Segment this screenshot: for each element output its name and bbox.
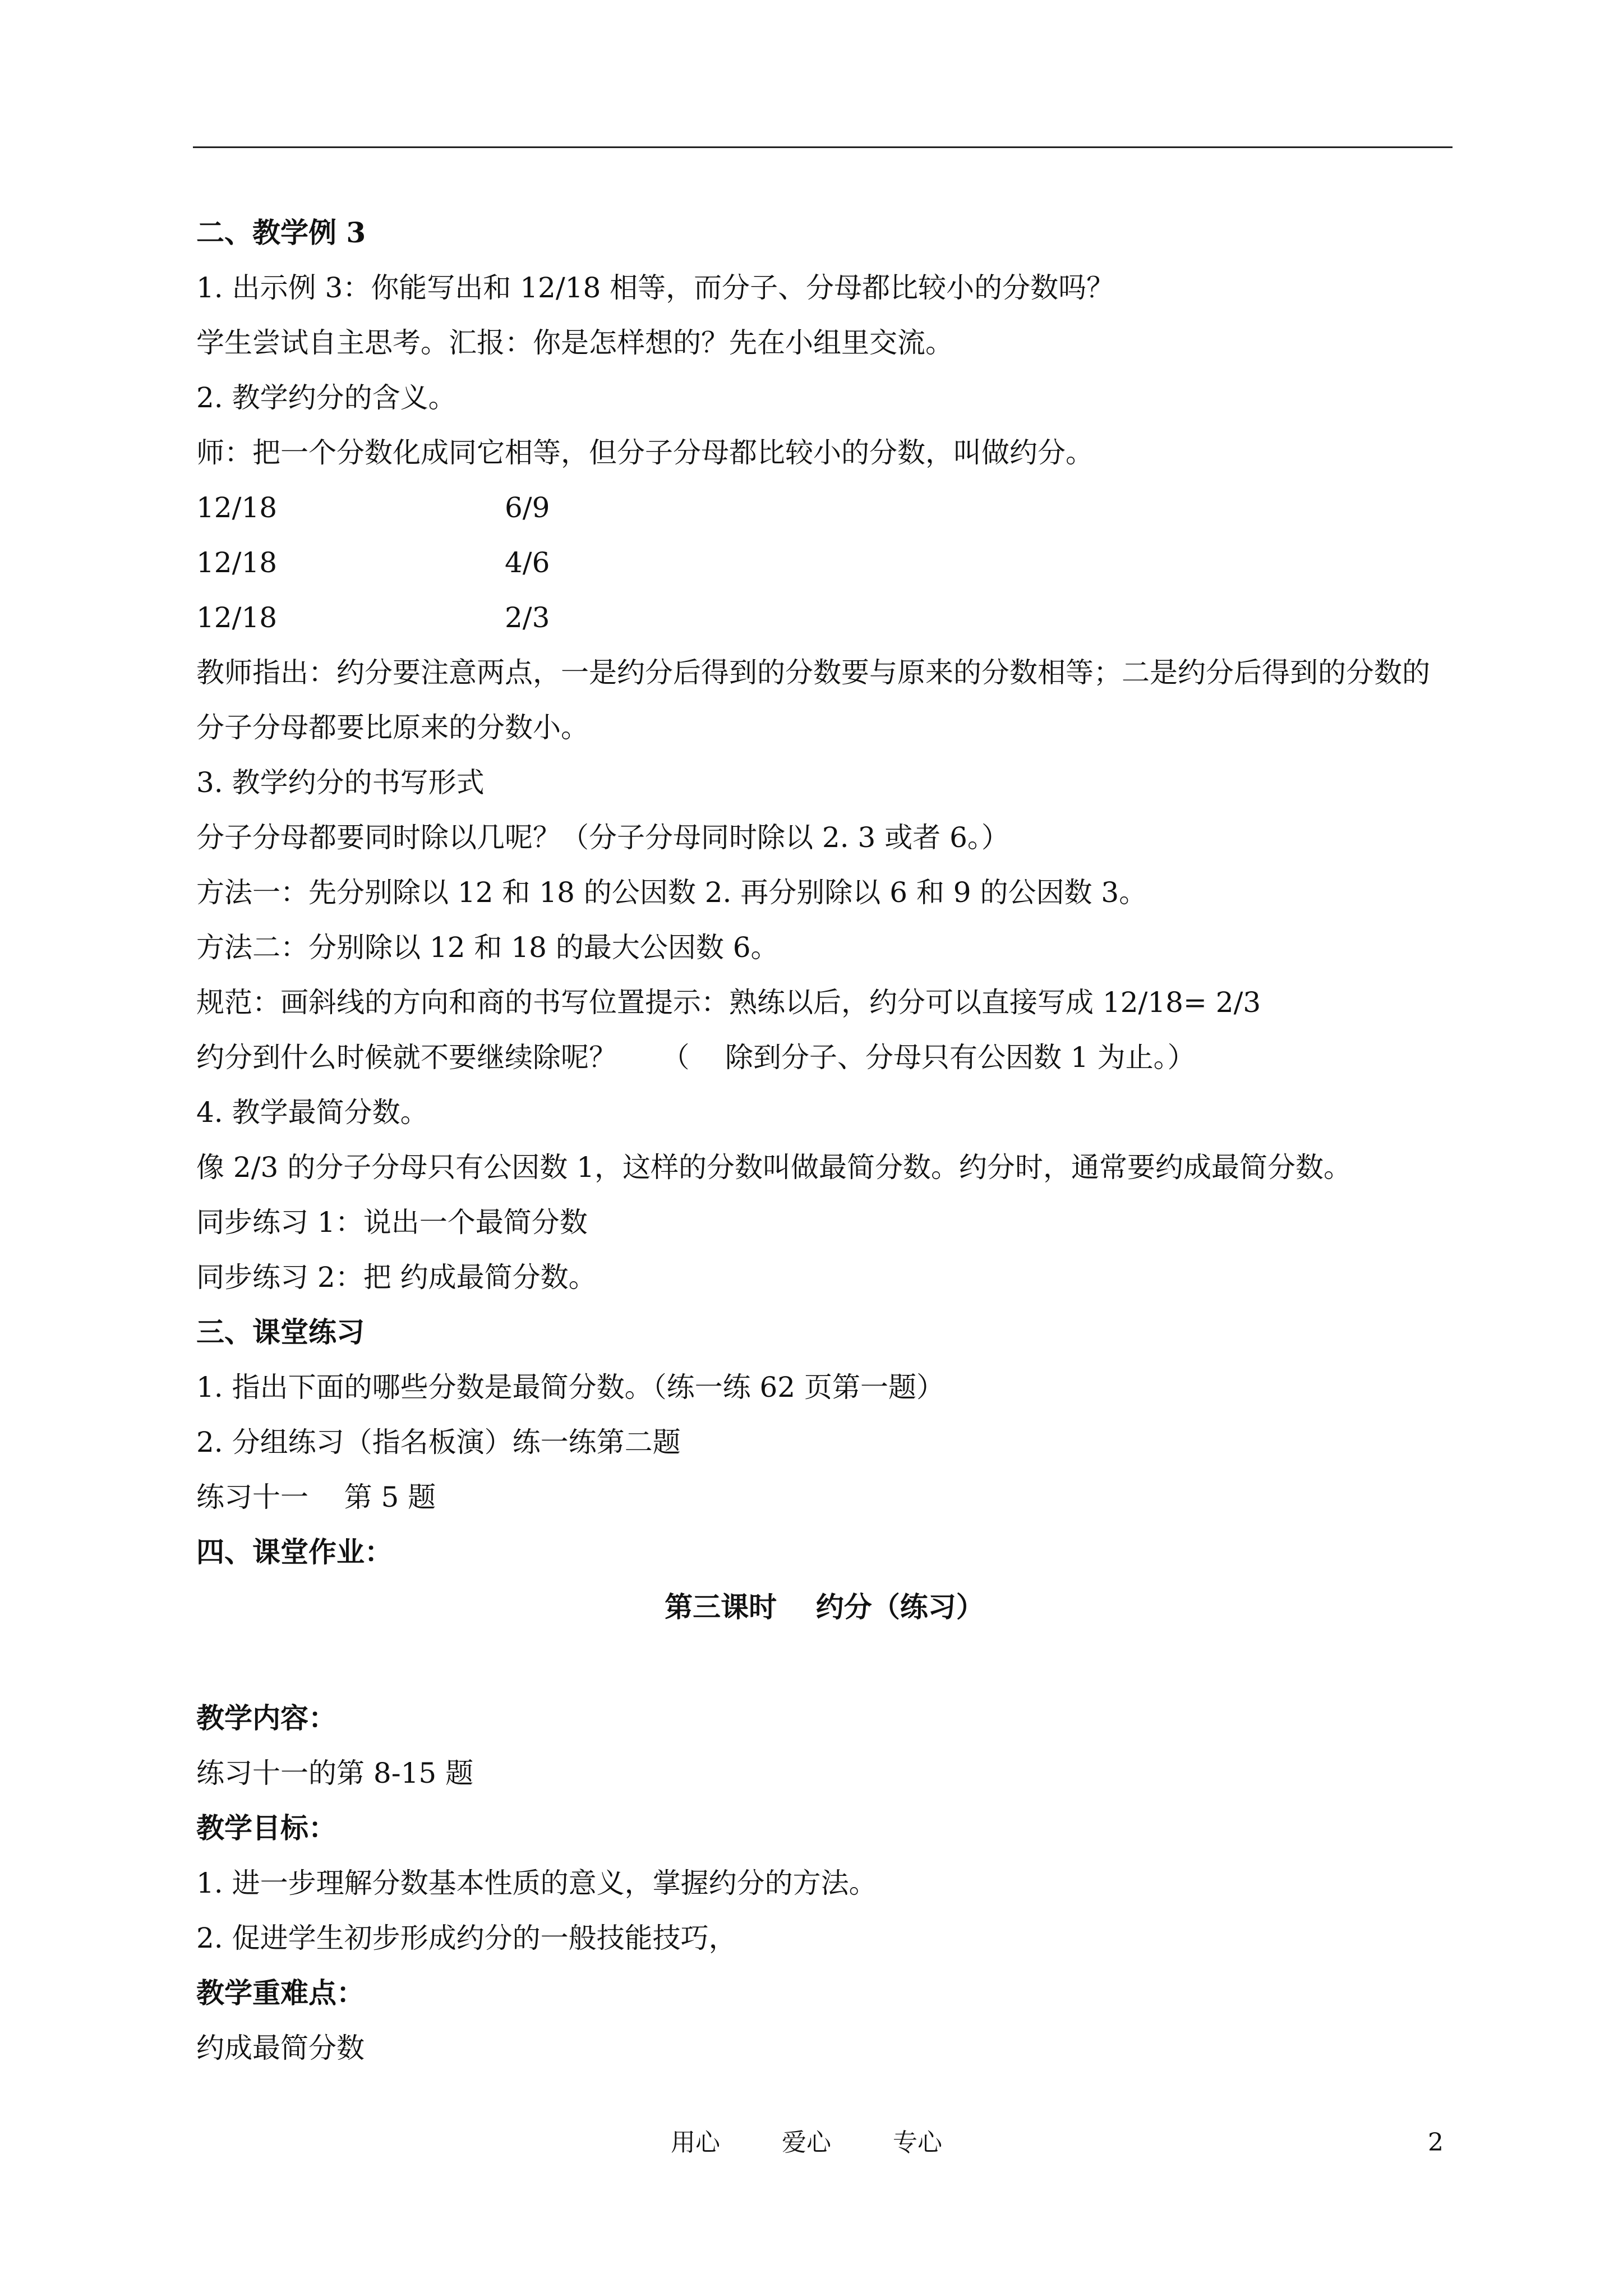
paragraph: 4. 教学最简分数。 (196, 1096, 428, 1129)
lesson-title: 第三课时 约分（练习） (665, 1590, 984, 1623)
fraction-reduced: 4/6 (505, 546, 550, 579)
paragraph: 像 2/3 的分子分母只有公因数 1，这样的分数叫做最简分数。约分时，通常要约成最简分数。 (196, 1151, 1352, 1184)
paragraph: 2. 促进学生初步形成约分的一般技能技巧， (196, 1922, 737, 1954)
paragraph: 1. 进一步理解分数基本性质的意义，掌握约分的方法。 (196, 1867, 877, 1899)
paragraph: 学生尝试自主思考。汇报：你是怎样想的？先在小组里交流。 (196, 326, 953, 359)
spacer (196, 1635, 1453, 1691)
fraction-reduced: 2/3 (505, 601, 550, 634)
paragraph: 师：把一个分数化成同它相等，但分子分母都比较小的分数，叫做约分。 (196, 436, 1094, 469)
paragraph: 同步练习 2：把 约成最简分数。 (196, 1261, 597, 1294)
paragraph: 规范：画斜线的方向和商的书写位置提示：熟练以后，约分可以直接写成 12/18= 2/3 (196, 986, 1261, 1019)
document-body (196, 205, 1453, 2076)
page-number: 2 (1428, 2128, 1444, 2157)
fraction-original: 12/18 (196, 546, 278, 579)
header-rule (193, 146, 1453, 148)
footer-motto (671, 2120, 996, 2165)
paragraph: 练习十一 第 5 题 (196, 1481, 436, 1513)
fraction-row (196, 480, 1453, 535)
paragraph: 练习十一的第 8-15 题 (196, 1757, 474, 1789)
paragraph: 方法二：分别除以 12 和 18 的最大公因数 6。 (196, 931, 779, 964)
paragraph: 3. 教学约分的书写形式 (196, 766, 485, 799)
fraction-reduced: 6/9 (505, 491, 550, 524)
paragraph: 1. 出示例 3：你能写出和 12/18 相等，而分子、分母都比较小的分数吗？ (196, 272, 1115, 304)
key-difficulty-heading: 教学重难点： (196, 1976, 365, 2009)
footer-motto-item: 爱心 (782, 2128, 831, 2157)
section-heading-example3: 二、教学例 3 (196, 216, 366, 249)
content-heading: 教学内容： (196, 1701, 336, 1734)
page-footer (0, 2120, 1623, 2165)
fraction-original: 12/18 (196, 491, 278, 524)
section-heading-classroom-practice: 三、课堂练习 (196, 1315, 365, 1349)
paragraph: 约成最简分数 (196, 2032, 365, 2064)
paragraph: 分子分母都要同时除以几呢？（分子分母同时除以 2. 3 或者 6。） (196, 821, 1009, 854)
paragraph: 方法一：先分别除以 12 和 18 的公因数 2. 再分别除以 6 和 9 的公因数 3。 (196, 876, 1147, 909)
paragraph-teacher-note: 教师指出：约分要注意两点，一是约分后得到的分数要与原来的分数相等；二是约分后得到的分数的分子分母都要比原来的分数小。 (196, 656, 1430, 744)
paragraph: 约分到什么时候就不要继续除呢？ （ 除到分子、分母只有公因数 1 为止。） (196, 1041, 1196, 1074)
fraction-row (196, 535, 1453, 590)
goals-heading: 教学目标： (196, 1811, 336, 1844)
section-heading-homework: 四、课堂作业： (196, 1535, 393, 1568)
paragraph: 2. 教学约分的含义。 (196, 381, 457, 414)
fraction-original: 12/18 (196, 601, 278, 634)
fraction-row (196, 590, 1453, 645)
paragraph: 同步练习 1：说出一个最简分数 (196, 1206, 588, 1239)
paragraph: 1. 指出下面的哪些分数是最简分数。（练一练 62 页第一题） (196, 1371, 945, 1404)
footer-motto-item: 用心 (671, 2128, 720, 2157)
footer-motto-item: 专心 (893, 2128, 942, 2157)
paragraph: 2. 分组练习（指名板演）练一练第二题 (196, 1426, 681, 1458)
